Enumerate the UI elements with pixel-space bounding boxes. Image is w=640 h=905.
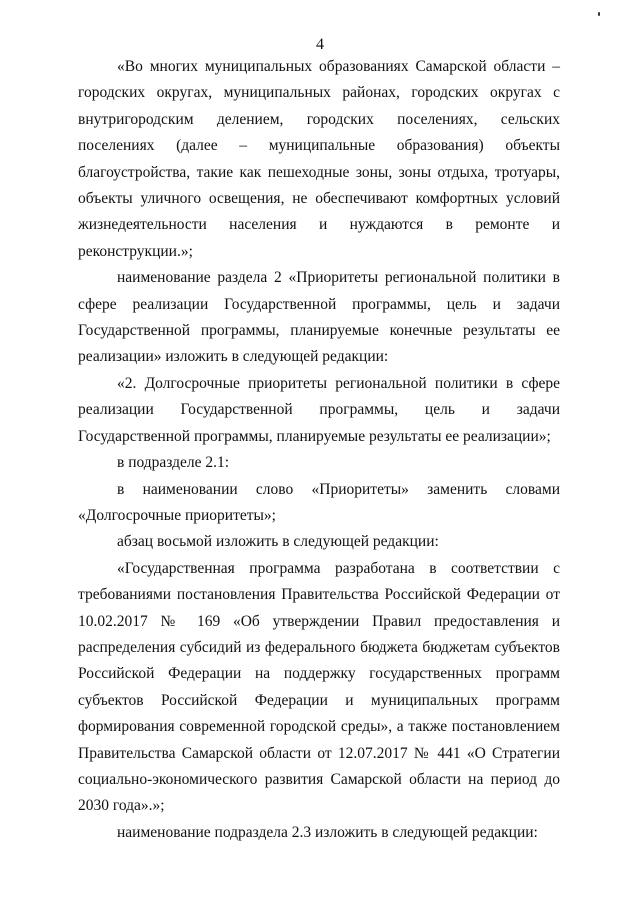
paragraph-subsection-2-3-title: наименование подраздела 2.3 изложить в следующей редакции: <box>117 823 538 841</box>
scan-speck <box>598 12 600 16</box>
paragraph-problem-description: «Во многих муниципальных образованиях Самарской области – городских округах, муниципальных районах, городских округах с внутригородским делением, городских поселениях, сельских поселениях (далее – муниципальные образования) объекты благоустройства, такие как пешеходные зоны, зоны отдыха, тротуары, объекты уличного освещения, не обеспечивают комфортных условий жизнедеятельности населения и нуждаются в ремонте и реконструкции.»; <box>78 58 560 260</box>
paragraph-eighth-abzac: абзац восьмой изложить в следующей редакции: <box>117 533 439 551</box>
document-body <box>78 54 560 846</box>
paragraph-subsection-2-1: в подразделе 2.1: <box>117 454 230 472</box>
paragraph-word-replacement: в наименовании слово «Приоритеты» заменить словами «Долгосрочные приоритеты»; <box>78 480 560 524</box>
paragraph-section-2-title-amendment: наименование раздела 2 «Приоритеты региональной политики в сфере реализации Государственной программы, цель и задачи Государственной программы, планируемые конечные результаты ее реализации» изложить в следующей редакции: <box>78 269 560 366</box>
paragraph-new-section-2-title: «2. Долгосрочные приоритеты региональной политики в сфере реализации Государственной программы, цель и задачи Государственной программы, планируемые результаты ее реализации»; <box>78 374 560 445</box>
paragraph-program-basis: «Государственная программа разработана в соответствии с требованиями постановления Правительства Российской Федерации от 10.02.2017 № 169 «Об утверждении Правил предоставления и распределения субсидий из федерального бюджета бюджетам субъектов Российской Федерации на поддержку государственных программ субъектов Российской Федерации и муниципальных программ формирования современной городской среды», а также постановлением Правительства Самарской области от 12.07.2017 № 441 «О Стратегии социально-экономического развития Самарской области на период до 2030 года».»; <box>78 559 560 815</box>
page-number: 4 <box>316 36 324 53</box>
